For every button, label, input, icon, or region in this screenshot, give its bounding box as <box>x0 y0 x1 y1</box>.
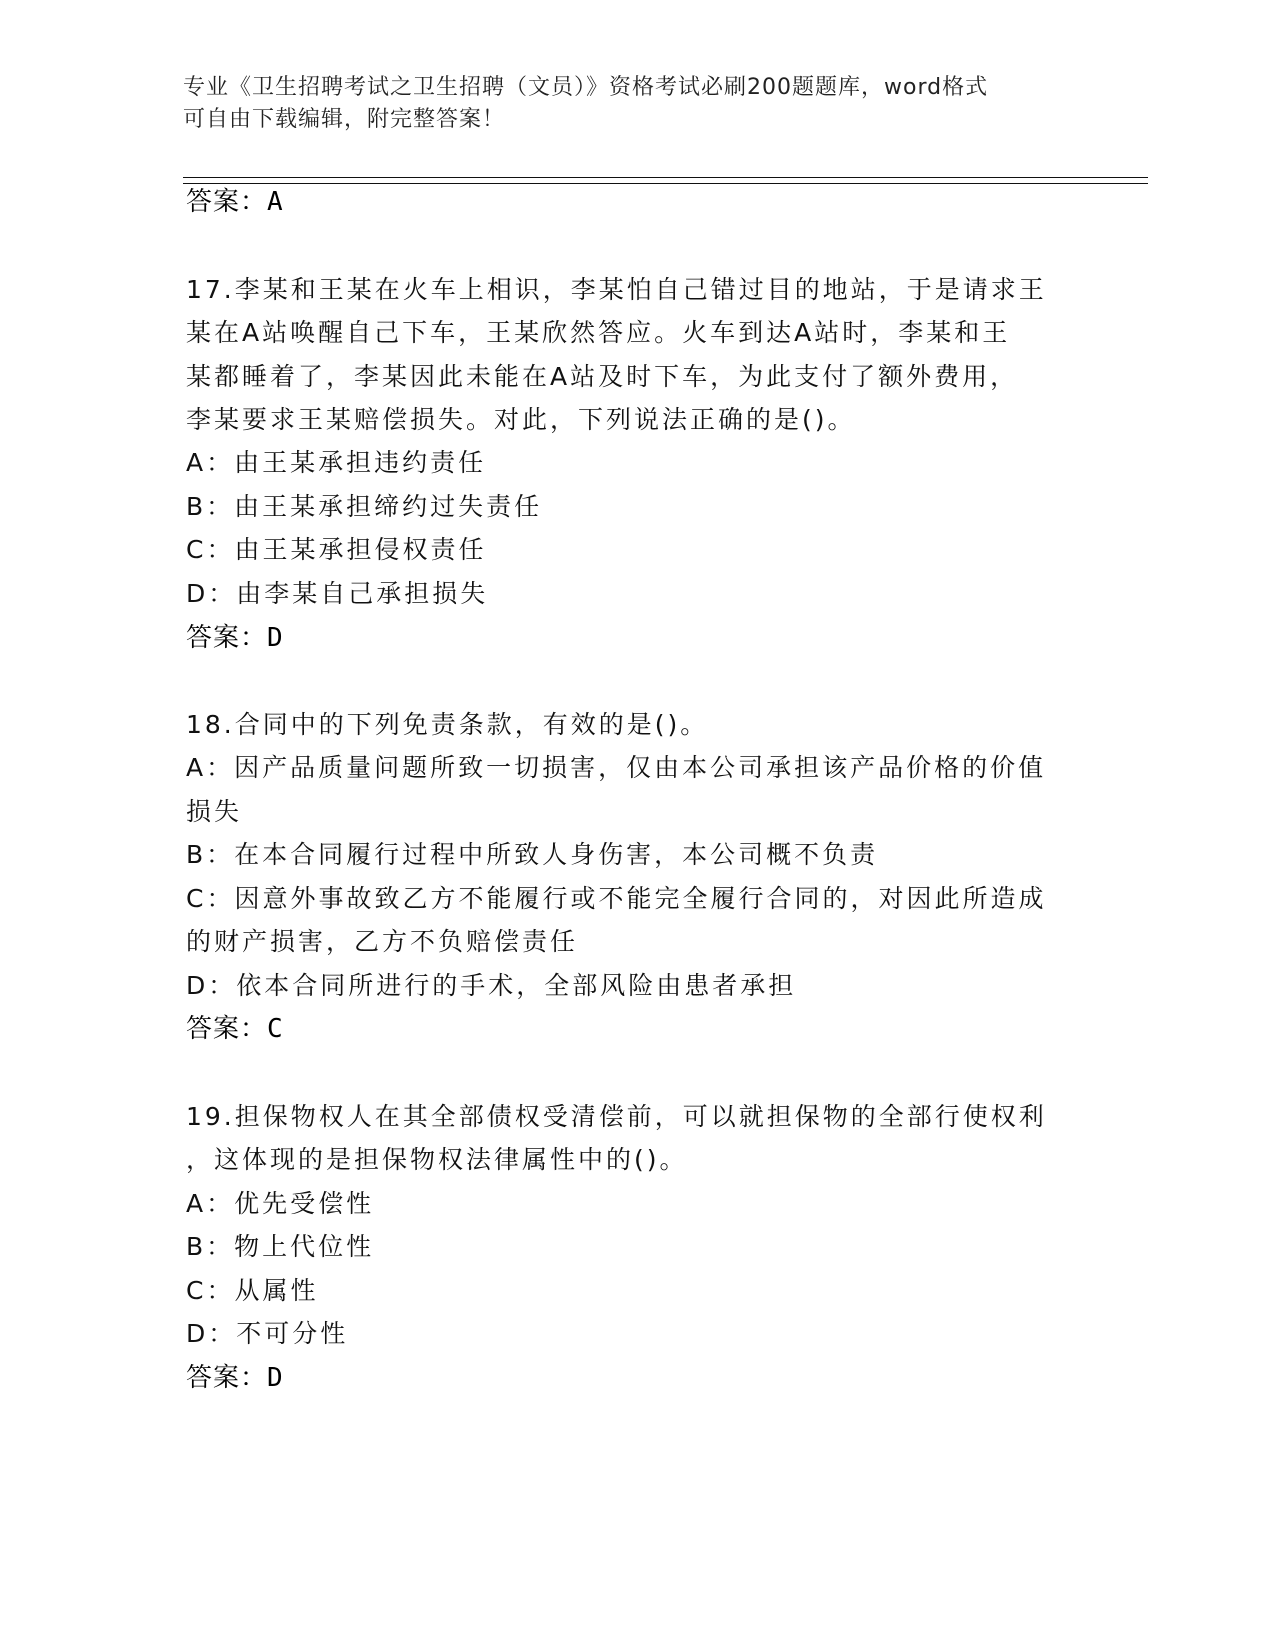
answer-label: 答案： <box>186 623 268 653</box>
document-header <box>183 72 1063 136</box>
question-18-option-d: D：依本合同所进行的手术，全部风险由患者承担 <box>186 971 797 1000</box>
answer-label: 答案： <box>186 1014 268 1044</box>
answer-value: A <box>267 187 284 217</box>
header-line-2: 可自由下载编辑，附完整答案！ <box>183 107 506 132</box>
answer-value: D <box>267 1363 284 1393</box>
question-18-option-b: B：在本合同履行过程中所致人身伤害，本公司概不负责 <box>186 840 879 869</box>
question-18-option-a-cont: 损失 <box>186 797 243 826</box>
question-18-line-1: 18.合同中的下列免责条款，有效的是()。 <box>186 710 709 739</box>
answer-label: 答案： <box>186 1363 268 1393</box>
answer-line-19 <box>186 1362 284 1394</box>
answer-line-17 <box>186 622 284 654</box>
question-17-line-2: 某在A站唤醒自己下车，王某欣然答应。火车到达A站时，李某和王 <box>186 318 1011 347</box>
question-19-line-2: ，这体现的是担保物权法律属性中的()。 <box>186 1145 688 1174</box>
answer-label: 答案： <box>186 187 268 217</box>
question-18-option-c: C：因意外事故致乙方不能履行或不能完全履行合同的，对因此所造成 <box>186 884 1047 913</box>
question-19-option-b: B：物上代位性 <box>186 1232 375 1261</box>
question-17-line-1: 17.李某和王某在火车上相识，李某怕自己错过目的地站，于是请求王 <box>186 275 1047 304</box>
question-17-option-c: C：由王某承担侵权责任 <box>186 535 487 564</box>
answer-line-18 <box>186 1013 284 1045</box>
question-19-line-1: 19.担保物权人在其全部债权受清偿前，可以就担保物的全部行使权利 <box>186 1102 1047 1131</box>
answer-value: C <box>267 1014 284 1044</box>
answer-line-prev <box>186 186 284 218</box>
question-19-option-d: D：不可分性 <box>186 1319 349 1348</box>
question-17-line-3: 某都睡着了，李某因此未能在A站及时下车，为此支付了额外费用， <box>186 362 1019 391</box>
question-18-option-c-cont: 的财产损害，乙方不负赔偿责任 <box>186 927 579 956</box>
header-rule-bottom <box>183 183 1148 184</box>
question-17-option-b: B：由王某承担缔约过失责任 <box>186 492 543 521</box>
answer-value: D <box>267 623 284 653</box>
question-18-option-a: A：因产品质量问题所致一切损害，仅由本公司承担该产品价格的价值 <box>186 753 1047 782</box>
header-line-1: 专业《卫生招聘考试之卫生招聘（文员）》资格考试必刷200题题库，word格式 <box>183 75 989 100</box>
header-rule-top <box>183 177 1148 178</box>
question-17-option-a: A：由王某承担违约责任 <box>186 448 487 477</box>
question-17-line-4: 李某要求王某赔偿损失。对此，下列说法正确的是()。 <box>186 405 856 434</box>
question-19-option-a: A：优先受偿性 <box>186 1189 375 1218</box>
question-19-option-c: C：从属性 <box>186 1276 319 1305</box>
question-17-option-d: D：由李某自己承担损失 <box>186 579 489 608</box>
